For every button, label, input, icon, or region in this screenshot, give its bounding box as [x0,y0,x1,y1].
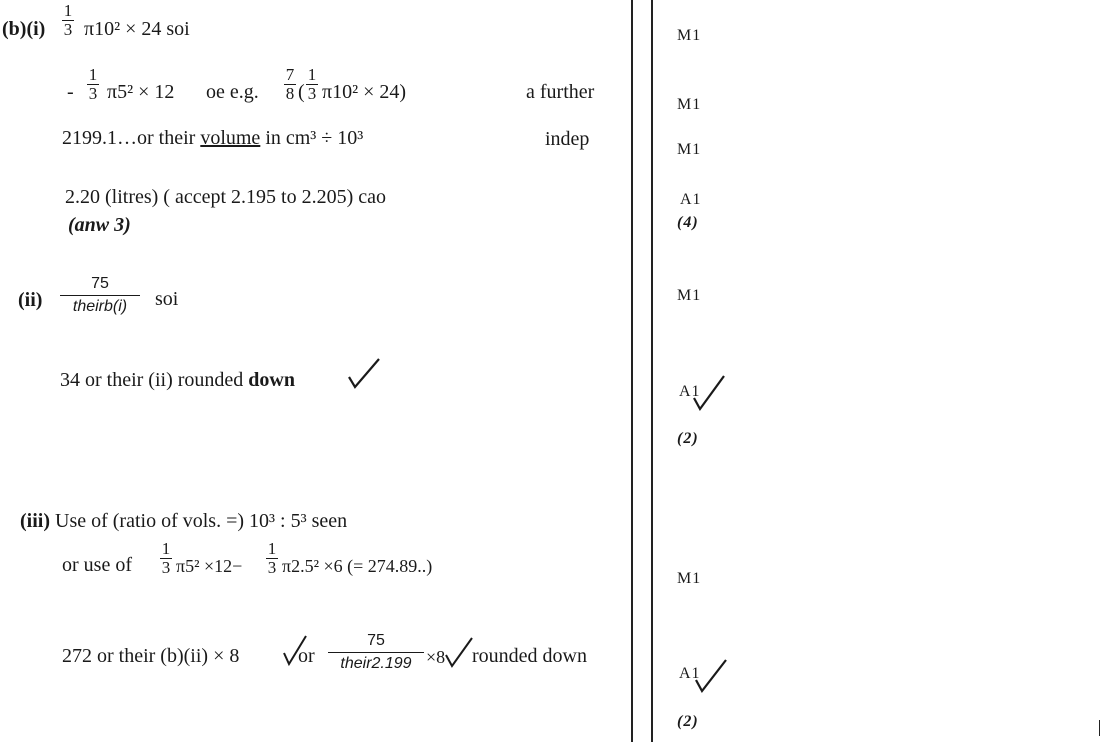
total-b-i: (4) [677,214,699,231]
line-b-i-1: π10² × 24 soi [84,18,190,40]
fraction-75-over-theirb: 75 theirb(i) [60,273,140,318]
line-b-iii-2-a: π5² ×12− [176,556,243,576]
anw-note: (anw 3) [68,214,131,236]
part-label-ii: (ii) [18,289,43,311]
fraction-one-third-3: 1 3 [307,65,317,103]
or-use-of: or use of [62,554,132,576]
or-label: or [298,645,315,667]
mark-tick-icon-2 [693,656,729,694]
down-bold: down [248,369,295,391]
line-b-i-2-tail: π10² × 24) [322,81,407,103]
line-b-i-3-b: in cm³ ÷ 10³ [265,127,364,149]
note-a-further: a further [526,81,595,103]
follow-through-tick-icon-3 [444,635,474,669]
minus-sign: - [67,81,74,103]
mark-b-i-4: A1 [680,191,702,208]
line-b-iii-1-text: Use of (ratio of vols. =) 10³ : 5³ seen [55,510,348,532]
line-b-i-3-a: 2199.1…or their [62,127,196,149]
line-b-ii-2 [60,368,295,392]
fraction-seven-eighths: 7 8 [285,65,295,103]
times-eight: ×8 [426,647,446,667]
rounded-down: rounded down [472,645,587,667]
fraction-one-third-5: 1 3 [267,539,277,577]
mark-b-ii-1: M1 [677,287,702,304]
fraction-one-third-2: 1 3 [88,65,98,103]
line-b-iii-3: 272 or their (b)(ii) × 8 [62,645,240,667]
mark-b-ii-2: A1 [679,383,701,400]
total-b-ii: (2) [677,430,699,447]
fraction-one-third: 1 3 [63,1,73,39]
part-label-iii: (iii) [20,510,50,532]
part-label-b-i: (b)(i) [2,18,46,40]
line-b-i-3 [62,126,363,150]
fraction-75-over-their2199: 75 their2.199 [328,630,424,675]
mark-tick-icon [691,372,727,412]
follow-through-tick-icon [346,355,382,391]
line-b-ii-2-text: 34 or their (ii) rounded [60,369,244,391]
column-divider-right [651,0,653,742]
mark-b-i-1: M1 [677,27,702,44]
line-b-i-2: π5² × 12 [107,81,175,103]
paren-open: ( [298,81,305,103]
line-b-iii-1 [20,509,347,533]
line-b-iii-2-b: π2.5² ×6 (= 274.89..) [282,556,433,576]
line-b-i-4: 2.20 (litres) ( accept 2.195 to 2.205) cao [65,186,387,208]
volume-underlined: volume [200,127,261,149]
total-b-iii: (2) [677,713,699,730]
mark-b-iii-1: M1 [677,570,702,587]
mark-b-i-2: M1 [677,96,702,113]
mark-b-i-3: M1 [677,141,702,158]
note-indep: indep [545,128,590,150]
mark-b-iii-2: A1 [679,665,701,682]
fraction-one-third-4: 1 3 [161,539,171,577]
oe-label: oe e.g. [206,81,259,103]
column-divider-left [631,0,633,742]
soi-label: soi [155,288,179,310]
